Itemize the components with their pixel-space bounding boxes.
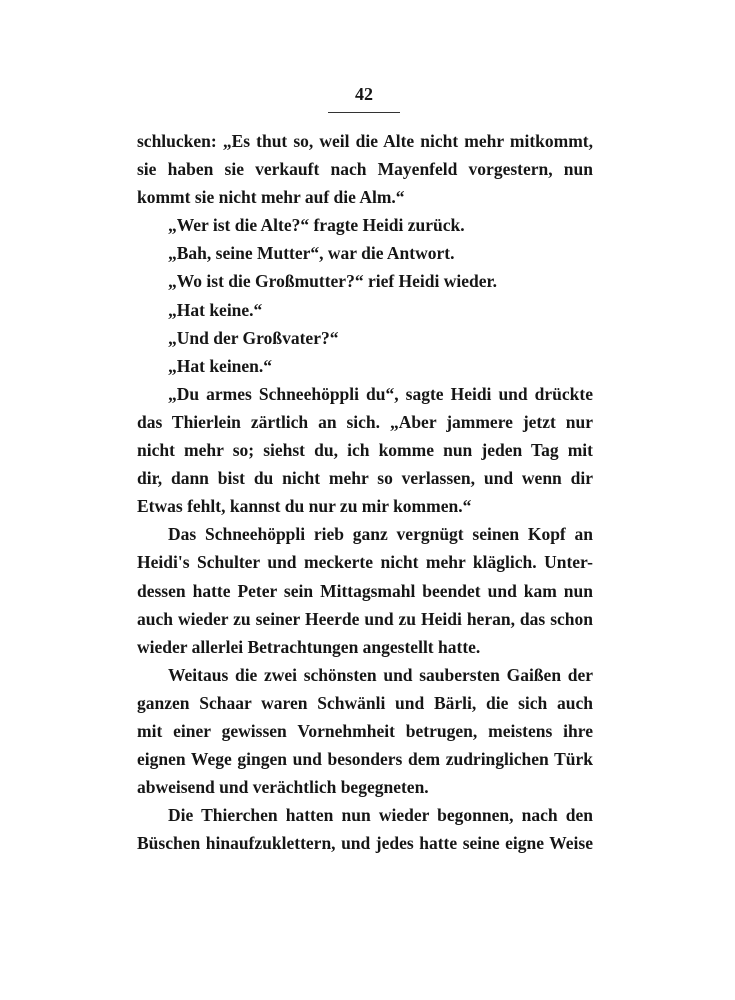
text-line: „Hat keine.“ — [168, 299, 263, 320]
text-line: das Thierlein zärtlich an sich. „Aber jammere jetzt nur — [137, 411, 593, 432]
text-line: „Hat keinen.“ — [168, 355, 273, 376]
text-line: Das Schneehöppli rieb ganz vergnügt seinen Kopf an — [168, 524, 593, 545]
text-line: dir, dann bist du nicht mehr so verlassen, und wenn dir — [137, 468, 593, 489]
text-line: ganzen Schaar waren Schwänli und Bärli, die sich auch — [137, 692, 593, 713]
text-line: „Bah, seine Mutter“, war die Antwort. — [168, 243, 455, 264]
text-line: Heidi's Schulter und meckerte nicht mehr kläglich. Unter- — [137, 552, 593, 573]
text-line: dessen hatte Peter sein Mittagsmahl beendet und kam nun — [137, 580, 593, 601]
text-line: „Wo ist die Großmutter?“ rief Heidi wieder. — [168, 271, 498, 292]
text-line: eignen Wege gingen und besonders dem zudringlichen Türk — [137, 749, 593, 770]
text-line: sie haben sie verkauft nach Mayenfeld vorgestern, nun — [137, 159, 593, 180]
text-line: kommt sie nicht mehr auf die Alm.“ — [137, 187, 405, 208]
text-line: Weitaus die zwei schönsten und saubersten Gaißen der — [168, 664, 593, 685]
page-number: 42 — [355, 84, 373, 104]
text-line: Etwas fehlt, kannst du nur zu mir kommen.“ — [137, 496, 472, 517]
page-body-text — [137, 127, 593, 857]
text-line: nicht mehr so; siehst du, ich komme nun jeden Tag mit — [137, 440, 593, 461]
text-line: „Wer ist die Alte?“ fragte Heidi zurück. — [168, 215, 465, 236]
text-line: Die Thierchen hatten nun wieder begonnen, nach den — [168, 805, 593, 826]
page-number-rule — [328, 112, 400, 113]
text-line: „Und der Großvater?“ — [168, 327, 339, 348]
text-line: auch wieder zu seiner Heerde und zu Heidi heran, das schon — [137, 608, 593, 629]
text-line: „Du armes Schneehöppli du“, sagte Heidi und drückte — [168, 383, 593, 404]
text-line: abweisend und verächtlich begegneten. — [137, 777, 429, 798]
text-line: schlucken: „Es thut so, weil die Alte nicht mehr mitkommt, — [137, 131, 593, 151]
text-line: mit einer gewissen Vornehmheit betrugen, meistens ihre — [137, 720, 593, 741]
text-line: wieder allerlei Betrachtungen angestellt hatte. — [137, 636, 481, 657]
text-line: Büschen hinaufzuklettern, und jedes hatte seine eigne Weise — [137, 833, 593, 854]
